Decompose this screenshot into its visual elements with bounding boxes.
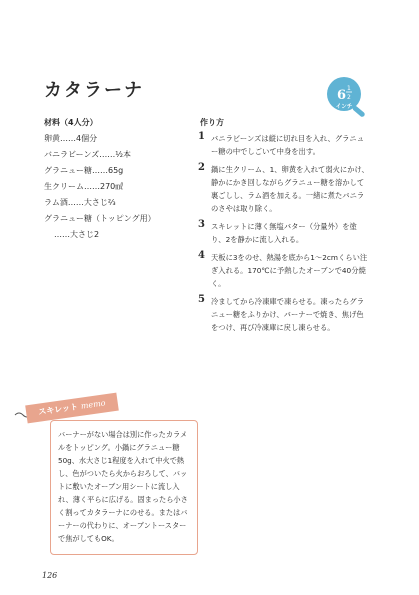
badge-size-whole: 6 bbox=[337, 88, 347, 103]
page-number: 126 bbox=[42, 571, 58, 580]
step-text: バニラビーンズは縦に切れ目を入れ、グラニュー糖の中でしごいて中身を出す。 bbox=[211, 134, 365, 156]
badge-size-unit: インチ bbox=[335, 104, 353, 110]
memo-tab bbox=[25, 393, 119, 424]
ingredient-item: 卵黄……4個分 bbox=[44, 134, 98, 143]
skillet-icon bbox=[322, 72, 370, 120]
memo-tab-label: スキレット bbox=[37, 402, 79, 417]
steps-list bbox=[198, 132, 370, 339]
step-item bbox=[198, 251, 370, 290]
ingredient-item: グラニュー糖……65g bbox=[44, 166, 124, 175]
step-number: 1 bbox=[198, 131, 205, 142]
step-number: 2 bbox=[198, 162, 205, 173]
memo-tab-label-en: memo bbox=[80, 398, 107, 411]
badge-size-numerator: 1 bbox=[347, 85, 351, 92]
ingredient-item: ……大さじ2 bbox=[54, 230, 100, 239]
skillet-size-badge bbox=[322, 72, 370, 120]
ingredient-item: バニラビーンズ……½本 bbox=[44, 150, 132, 159]
step-number: 5 bbox=[198, 294, 205, 305]
step-number: 4 bbox=[198, 250, 205, 261]
step-text: スキレットに薄く無塩バター（分量外）を塗り、2を静かに流し入れる。 bbox=[211, 222, 357, 244]
step-item bbox=[198, 220, 370, 246]
badge-size-denominator: 2 bbox=[347, 94, 351, 101]
step-text: 冷ましてから冷凍庫で凍らせる。凍ったらグラニュー糖をふりかけ、バーナーで焼き、焦げ色をつけ、再び冷凍庫に戻し凍らせる。 bbox=[211, 297, 365, 332]
steps-heading: 作り方 bbox=[200, 118, 224, 127]
memo-text: バーナーがない場合は別に作ったカラメルをトッピング。小鍋にグラニュー糖50g、水大さじ1程度を入れて中火で熱し、色がついたら火からおろして、バットに敷いたオーブン用シートに流し入れ、薄く平らに広げる。固まったら小さく割ってカタラーナにのせる。またはバーナーの代わりに、オーブントースターで焦がしてもOK。 bbox=[58, 430, 188, 543]
ingredients-heading: 材料（4人分） bbox=[44, 118, 98, 127]
step-text: 天板に3をのせ、熱湯を底から1〜2cmくらい注ぎ入れる。170℃に予熱したオーブンで40分焼く。 bbox=[211, 253, 368, 288]
step-item bbox=[198, 132, 370, 158]
step-item bbox=[198, 295, 370, 334]
ingredient-item: グラニュー糖（トッピング用） bbox=[44, 214, 156, 223]
step-number: 3 bbox=[198, 219, 205, 230]
ingredient-item: ラム酒……大さじ⅔ bbox=[44, 198, 116, 207]
step-text: 鍋に生クリーム、1、卵黄を入れて弱火にかけ、静かにかき回しながらグラニュー糖を溶かして裏ごしし、ラム酒を加える。一緒に煮たバニラのさやは取り除く。 bbox=[211, 165, 369, 213]
recipe-title: カタラーナ bbox=[44, 80, 144, 101]
ingredients-list bbox=[44, 131, 184, 243]
step-item bbox=[198, 163, 370, 215]
ingredient-item: 生クリーム……270㎖ bbox=[44, 182, 124, 191]
